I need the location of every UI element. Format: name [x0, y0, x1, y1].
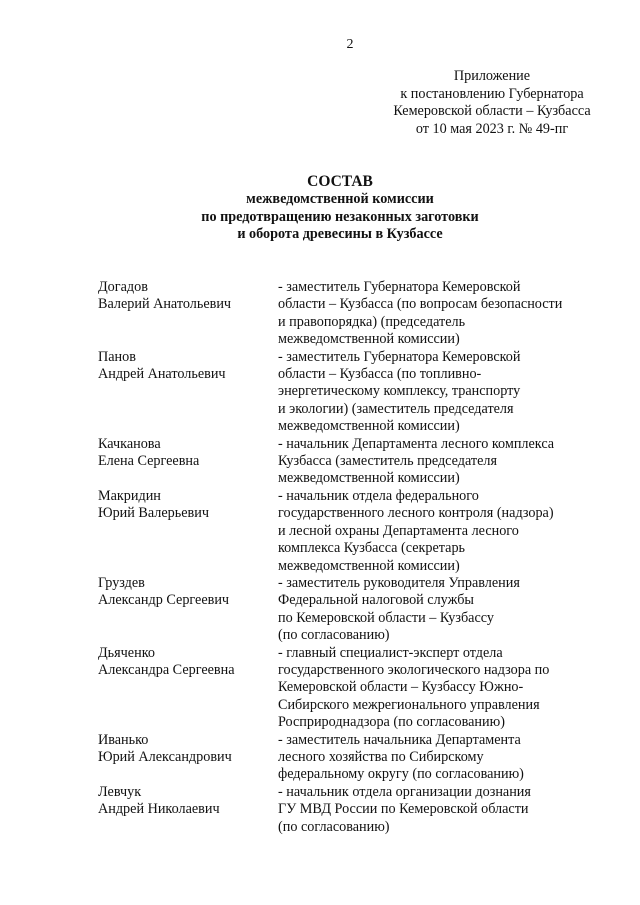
- member-role: [278, 732, 588, 784]
- member-role: [278, 575, 588, 645]
- member-surname: Качканова: [98, 435, 161, 452]
- title-line: по предотвращению незаконных заготовки: [201, 208, 479, 225]
- page-number: 2: [346, 37, 354, 52]
- role-line: Росприроднадзора (по согласованию): [278, 714, 505, 731]
- member-given-name: Андрей Николаевич: [98, 801, 220, 818]
- member-role: [278, 349, 588, 436]
- role-line: - начальник Департамента лесного комплекса: [278, 435, 555, 452]
- role-line: межведомственной комиссии): [278, 557, 460, 574]
- member-row: [98, 349, 598, 436]
- member-surname: Дьяченко: [98, 644, 155, 661]
- member-row: [98, 784, 598, 836]
- role-line: - заместитель Губернатора Кемеровской: [278, 348, 521, 365]
- member-name: [98, 575, 278, 645]
- member-role: [278, 488, 588, 575]
- role-line: по Кемеровской области – Кузбассу: [278, 609, 494, 626]
- member-name: [98, 488, 278, 575]
- member-name: [98, 279, 278, 349]
- role-line: и правопорядка) (председатель: [278, 313, 466, 330]
- appendix-line: к постановлению Губернатора: [400, 85, 584, 102]
- member-name: [98, 645, 278, 732]
- member-name: [98, 784, 278, 836]
- appendix-block: [372, 68, 612, 138]
- role-line: области – Кузбасса (по топливно-: [278, 366, 482, 383]
- role-line: энергетическому комплексу, транспорту: [278, 383, 521, 400]
- member-given-name: Андрей Анатольевич: [98, 366, 226, 383]
- member-role: [278, 436, 588, 488]
- role-line: межведомственной комиссии): [278, 418, 460, 435]
- member-given-name: Елена Сергеевна: [98, 453, 200, 470]
- member-row: [98, 279, 598, 349]
- role-line: и лесной охраны Департамента лесного: [278, 522, 519, 539]
- role-line: лесного хозяйства по Сибирскому: [278, 748, 484, 765]
- member-given-name: Александра Сергеевна: [98, 661, 235, 678]
- role-line: - заместитель руководителя Управления: [278, 574, 520, 591]
- member-row: [98, 645, 598, 732]
- role-line: (по согласованию): [278, 818, 390, 835]
- member-surname: Левчук: [98, 783, 142, 800]
- role-line: комплекса Кузбасса (секретарь: [278, 540, 466, 557]
- appendix-line: Приложение: [453, 68, 531, 84]
- member-given-name: Валерий Анатольевич: [98, 296, 232, 313]
- role-line: Сибирского межрегионального управления: [278, 696, 540, 713]
- member-name: [98, 732, 278, 784]
- title-line: межведомственной комиссии: [246, 191, 434, 207]
- member-role: [278, 784, 588, 836]
- role-line: (по согласованию): [278, 627, 390, 644]
- member-row: [98, 575, 598, 645]
- member-given-name: Юрий Валерьевич: [98, 505, 209, 522]
- role-line: - заместитель Губернатора Кемеровской: [278, 279, 521, 295]
- title-heading: СОСТАВ: [307, 173, 373, 190]
- member-role: [278, 645, 588, 732]
- role-line: и экологии) (заместитель председателя: [278, 400, 514, 417]
- role-line: межведомственной комиссии): [278, 470, 460, 487]
- member-surname: Панов: [98, 348, 136, 365]
- role-line: Кемеровской области – Кузбассу Южно-: [278, 679, 524, 696]
- role-line: Кузбасса (заместитель председателя: [278, 453, 498, 470]
- document-title: [90, 173, 590, 244]
- member-surname: Макридин: [98, 487, 161, 504]
- title-line: и оборота древесины в Кузбассе: [237, 226, 443, 243]
- members-list: [98, 279, 598, 836]
- member-name: [98, 349, 278, 436]
- member-row: [98, 732, 598, 784]
- role-line: ГУ МВД России по Кемеровской области: [278, 801, 529, 818]
- member-surname: Груздев: [98, 574, 145, 591]
- member-name: [98, 436, 278, 488]
- appendix-line: от 10 мая 2023 г. № 49-пг: [415, 120, 569, 137]
- role-line: - начальник отдела организации дознания: [278, 783, 531, 800]
- role-line: - заместитель начальника Департамента: [278, 731, 521, 748]
- member-given-name: Юрий Александрович: [98, 748, 232, 765]
- member-role: [278, 279, 588, 349]
- appendix-line: Кемеровской области – Кузбасса: [393, 103, 591, 119]
- role-line: - начальник отдела федерального: [278, 487, 479, 504]
- role-line: государственного экологического надзора по: [278, 661, 550, 678]
- role-line: области – Кузбасса (по вопросам безопасности: [278, 296, 563, 313]
- member-row: [98, 436, 598, 488]
- role-line: государственного лесного контроля (надзора): [278, 505, 554, 522]
- role-line: - главный специалист-эксперт отдела: [278, 644, 503, 661]
- member-surname: Догадов: [98, 279, 148, 295]
- role-line: Федеральной налоговой службы: [278, 592, 474, 609]
- member-row: [98, 488, 598, 575]
- role-line: федеральному округу (по согласованию): [278, 766, 524, 783]
- role-line: межведомственной комиссии): [278, 331, 460, 348]
- member-surname: Иванько: [98, 731, 149, 748]
- member-given-name: Александр Сергеевич: [98, 592, 230, 609]
